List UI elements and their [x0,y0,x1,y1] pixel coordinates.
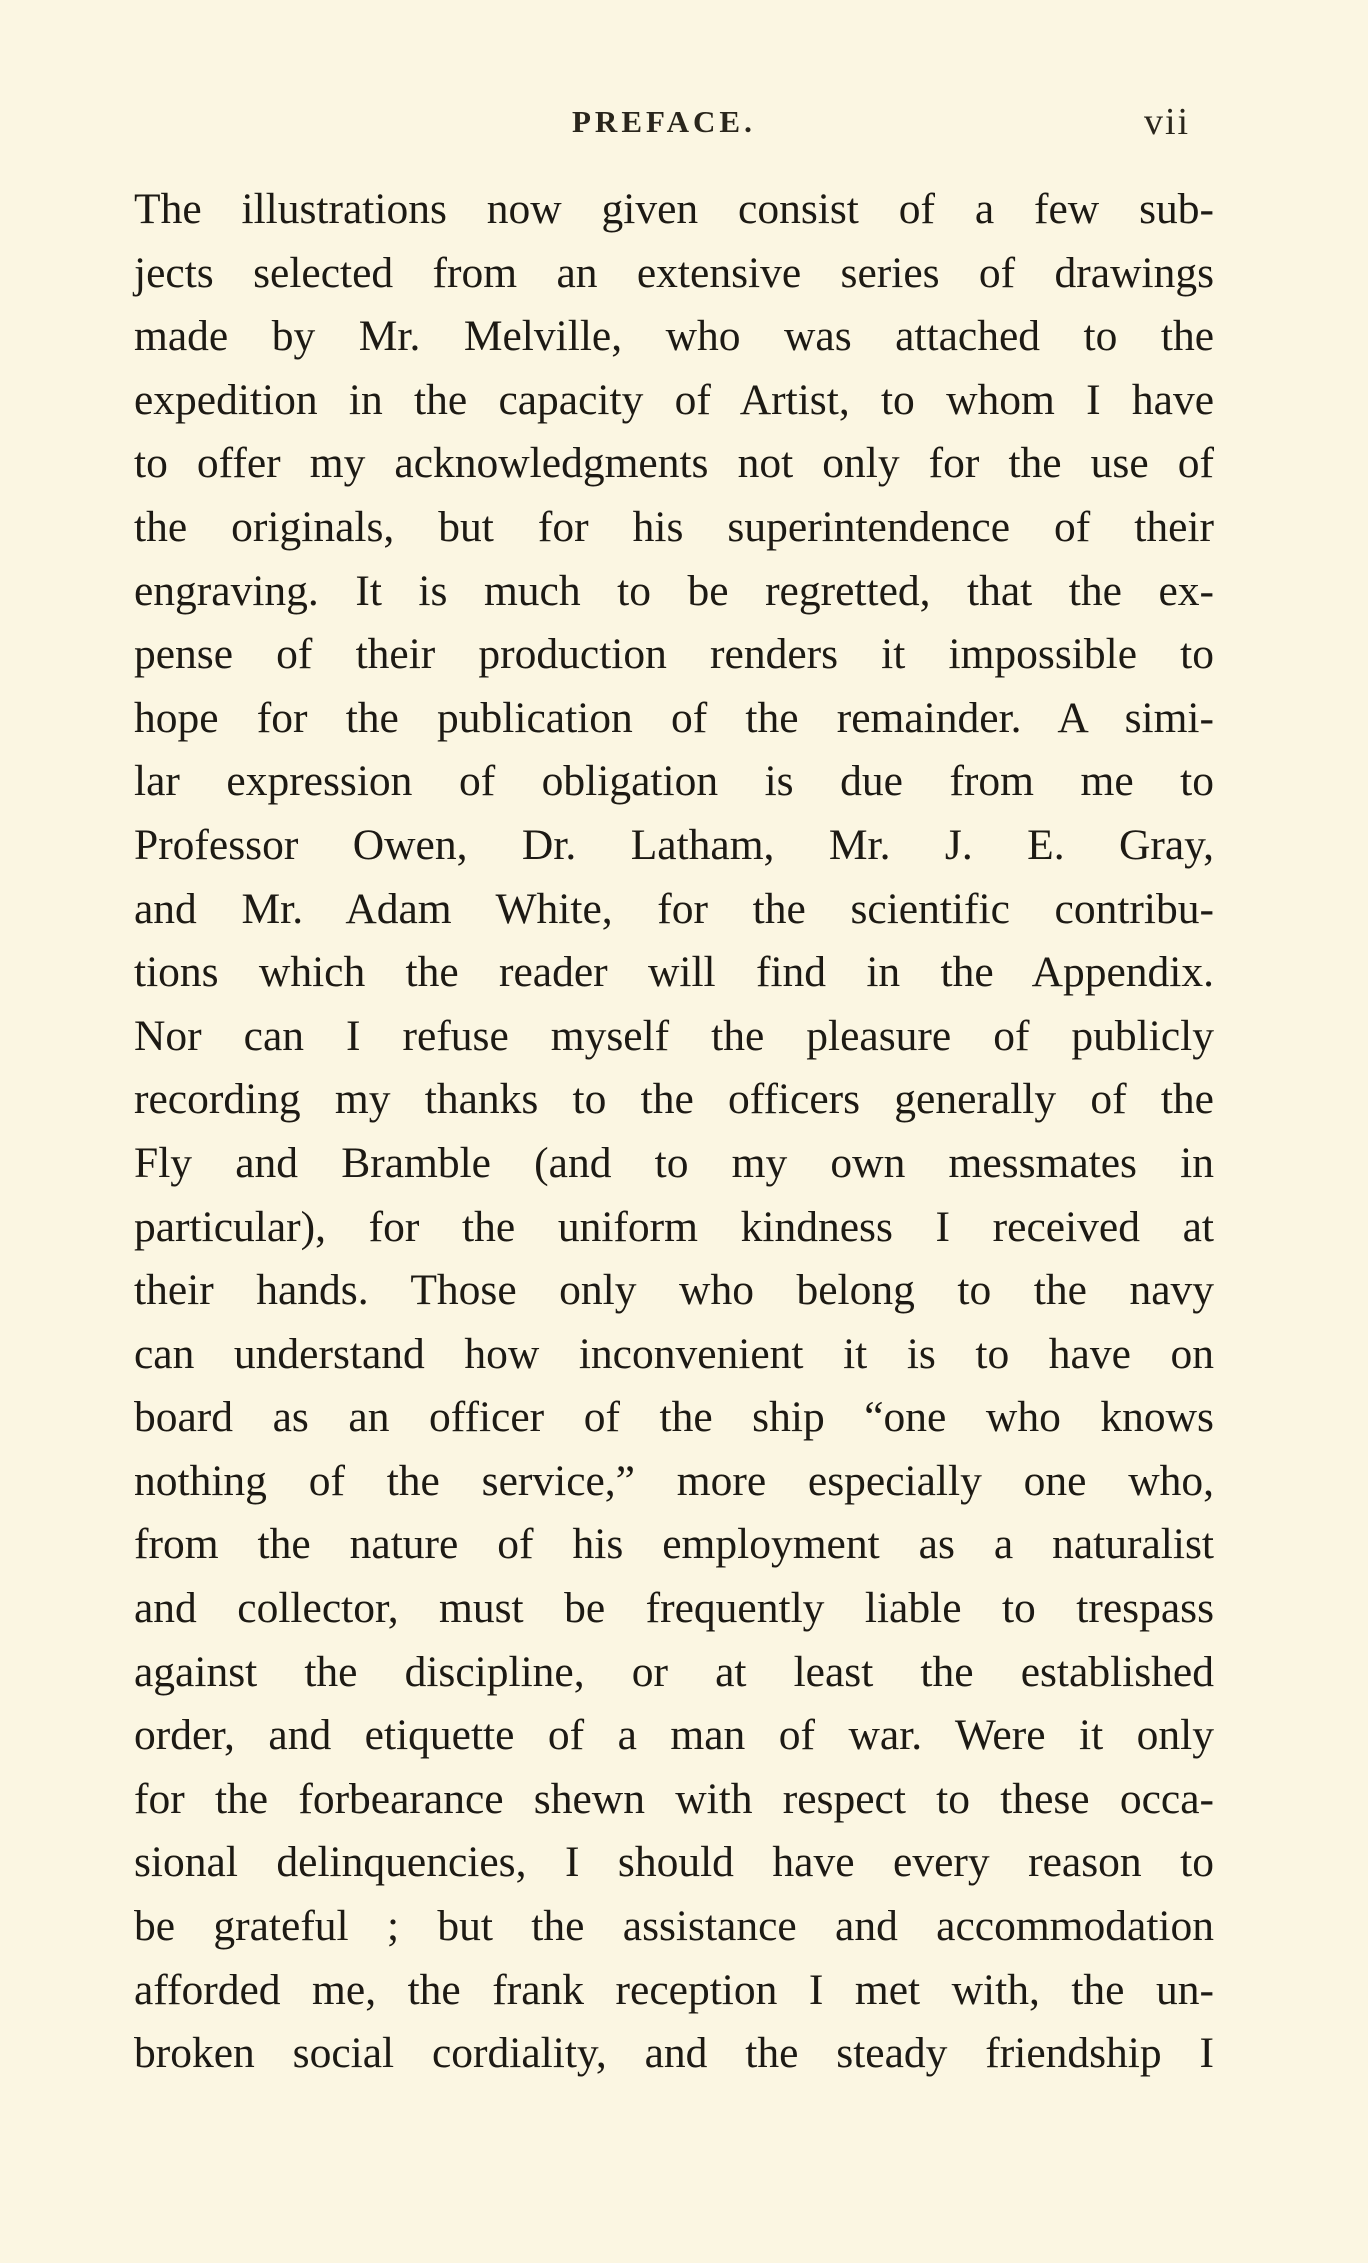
text-line: and collector, must be frequently liable to trespass [134,1584,1214,1633]
text-line: order, and etiquette of a man of war. Were it only [134,1711,1214,1760]
text-line: against the discipline, or at least the established [134,1647,1214,1696]
text-line: made by Mr. Melville, who was attached to the [134,312,1214,361]
text-line: broken social cordiality, and the steady friendship I [134,2029,1214,2078]
text-line: can understand how inconvenient it is to have on [134,1329,1214,1378]
text-line: sional delinquencies, I should have every reason to [134,1838,1214,1887]
text-line: hope for the publication of the remainder. A simi- [134,693,1214,742]
text-line: particular), for the uniform kindness I received at [134,1202,1214,1251]
text-line: and Mr. Adam White, for the scientific contribu- [134,884,1214,933]
page-number: vii [1144,101,1191,143]
text-line: Fly and Bramble (and to my own messmates in [134,1138,1214,1187]
text-line: recording my thanks to the officers generally of the [134,1075,1214,1124]
text-line: The illustrations now given consist of a few sub- [134,185,1214,233]
text-line: from the nature of his employment as a naturalist [134,1520,1214,1569]
text-line: Professor Owen, Dr. Latham, Mr. J. E. Gray, [134,820,1214,869]
text-line: tions which the reader will find in the Appendix. [134,948,1214,997]
text-line: pense of their production renders it impossible to [134,630,1214,679]
text-line: nothing of the service,” more especially one who, [134,1456,1214,1505]
text-line: board as an officer of the ship “one who knows [134,1393,1214,1442]
text-line: for the forbearance shewn with respect to these occa- [134,1774,1214,1823]
text-line: afforded me, the frank reception I met with, the un- [134,1965,1214,2014]
text-line: to offer my acknowledgments not only for the use of [134,439,1214,488]
text-line: the originals, but for his superintendence of their [134,502,1214,551]
text-line: Nor can I refuse myself the pleasure of publicly [134,1011,1214,1060]
text-line: their hands. Those only who belong to the navy [134,1266,1214,1315]
text-line: be grateful ; but the assistance and accommodation [134,1902,1214,1951]
preface-paragraph [134,178,1214,2086]
running-head-title: PREFACE. [572,104,756,139]
text-line: engraving. It is much to be regretted, that the ex- [134,566,1214,615]
running-head [0,101,1368,154]
text-line: jects selected from an extensive series of drawings [134,248,1214,297]
text-line: expedition in the capacity of Artist, to whom I have [134,375,1214,424]
text-line: lar expression of obligation is due from me to [134,757,1214,806]
